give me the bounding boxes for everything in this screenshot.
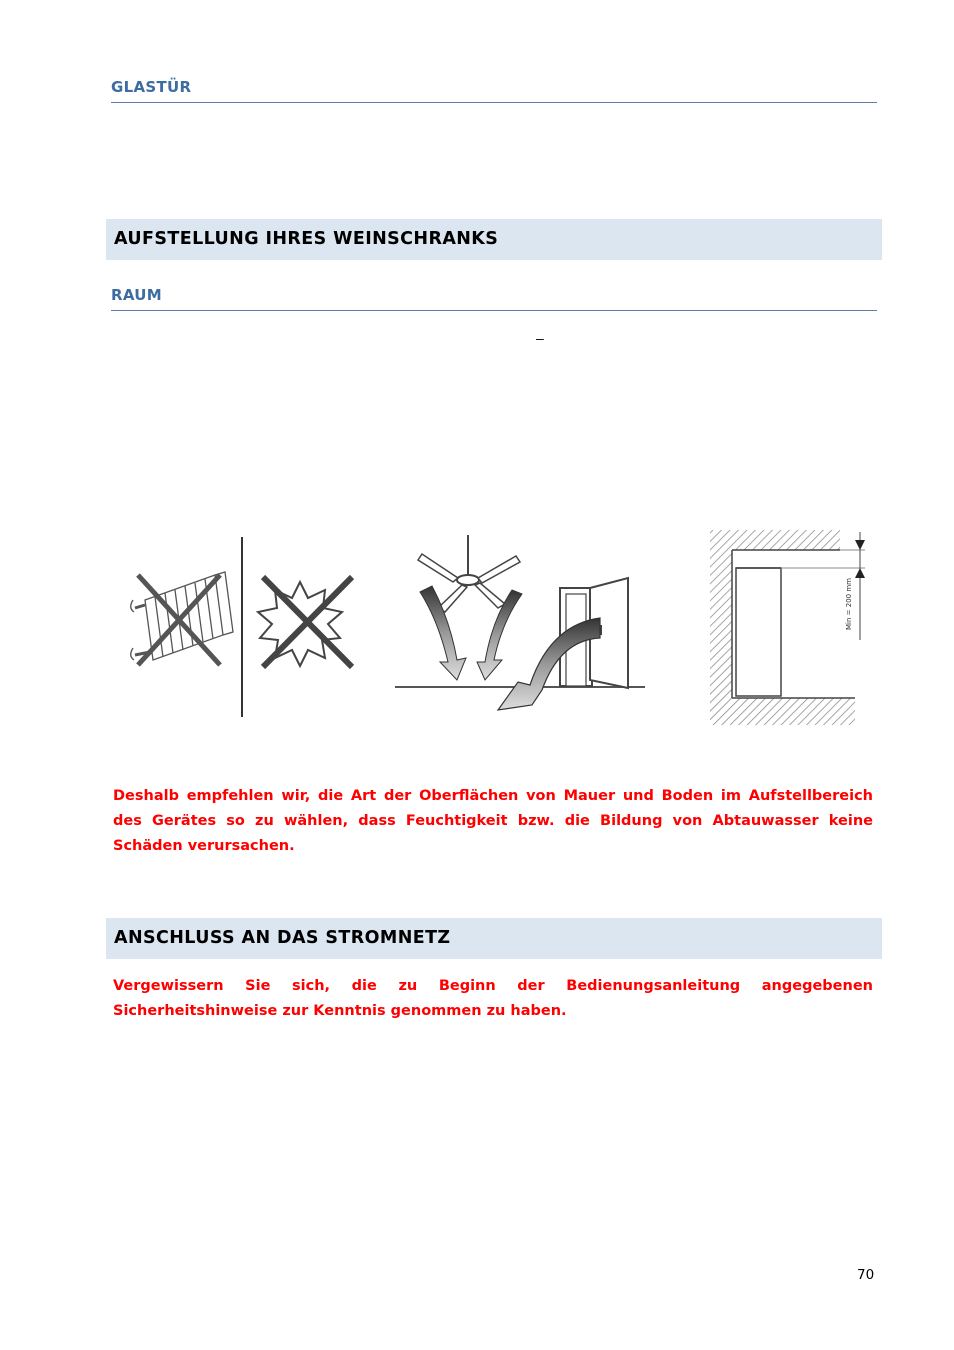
section-band-power: ANSCHLUSS AN DAS STROMNETZ (106, 918, 882, 959)
heat-burst-crossed-icon (258, 577, 352, 667)
section-band-installation: AUFSTELLUNG IHRES WEINSCHRANKS (106, 219, 882, 260)
page-number: 70 (857, 1267, 875, 1283)
clearance-label: Min = 200 mm (845, 578, 853, 630)
wall-clearance-icon (710, 530, 865, 725)
moisture-warning-text: Deshalb empfehlen wir, die Art der Oberflächen von Mauer und Boden im Aufstellbereich des Gerätes so zu wählen, dass Feuchtigkeit bzw. die Bildung von Abtauwasser keine Schäden verursachen. (113, 788, 873, 854)
section-heading-glass-door: GLASTÜR (111, 78, 877, 103)
ceiling-fan-airflow-icon (418, 535, 522, 680)
installation-illustration (120, 520, 890, 735)
dash-mark: – (536, 330, 544, 346)
radiator-crossed-icon (131, 572, 233, 665)
power-warning-text: Vergewissern Sie sich, die zu Beginn der Bedienungsanleitung angegebenen Sicherheitshinweise zur Kenntnis genommen zu haben. (113, 978, 873, 1019)
section-heading-room: RAUM (111, 286, 877, 311)
